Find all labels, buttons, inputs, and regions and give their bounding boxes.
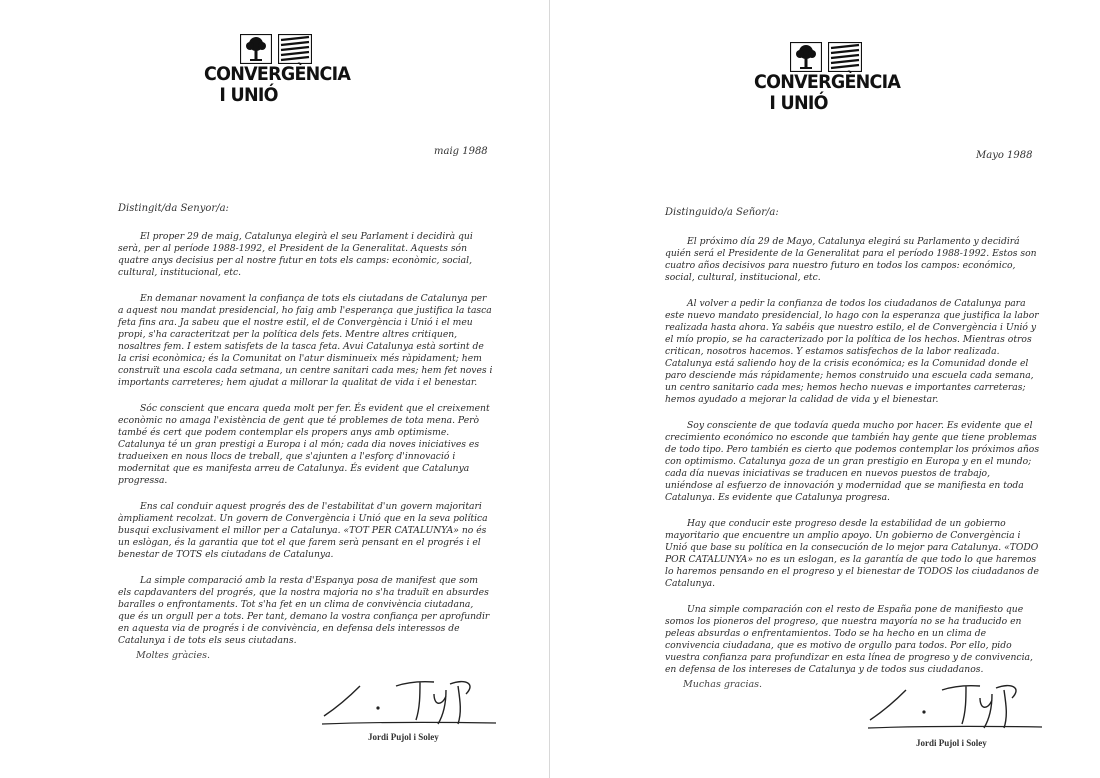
logo-emblem [240,34,363,64]
logo-emblem [790,42,913,72]
salutation: Distinguido/a Señor/a: [665,207,779,218]
paragraph: Hay que conducir este progreso desde la estabilidad de un gobierno mayoritario que encuentre un amplio apoyo. Un gobierno de Convergència i Unió que base su política en la consecución de lo mejor para Catalunya. «TODO POR CATALUNYA» no es un eslogan, es la garantía de que todo lo que haremos lo haremos pensando en el progreso y el bienestar de TODOS los ciudadanos de Catalunya. [665,518,1039,589]
flag-stripes-icon [828,42,862,72]
logo-line-1: CONVERGÈNCIA [754,71,901,93]
tree-emblem-icon [790,42,822,72]
letter-body [118,231,493,661]
paragraph: Ens cal conduir aquest progrés des de l'estabilitat d'un govern majoritari àmpliament recolzat. Un govern de Convergència i Unió que en la seva política busqui exclusivament el millor per a Catalunya. «TOT PER CATALUNYA» no és un eslògan, és la garantia que tot el que farem serà pensant en el progrés i el benestar de TOTS els ciutadans de Catalunya. [118,501,488,560]
salutation: Distingit/da Senyor/a: [118,203,229,214]
closing: Moltes gràcies. [136,650,210,661]
paragraph: El próximo día 29 de Mayo, Catalunya elegirá su Parlamento y decidirá quién será el Presidente de la Generalitat para el período 1988-1992. Estos son cuatro años decisivos para nuestro futuro en todos los campos: económico, social, cultural, institucional, etc. [665,236,1037,283]
logo-wordmark [754,72,900,114]
signer-name: Jordi Pujol i Soley [368,732,439,742]
paragraph: Sóc conscient que encara queda molt per fer. És evident que el creixement econòmic no amaga l'existència de gent que té problemes de tota mena. Però també és cert que podem contemplar els propers anys amb optimisme. Catalunya té un gran prestigi a Europa i al món; cada dia noves iniciatives es tradueixen en nous llocs de treball, que s'ajunten a l'esforç d'innovació i modernitat que es manifesta arreu de Catalunya. És evident que Catalunya progressa. [118,403,490,486]
tree-emblem-icon [240,34,272,64]
logo-line-1: CONVERGÈNCIA [204,63,351,85]
signer-name: Jordi Pujol i Soley [916,738,987,748]
paragraph: Una simple comparación con el resto de España pone de manifiesto que somos los pioneros del progreso, que nuestra mayoría no se ha traducido en peleas absurdas o enfrentamientos. Todo se ha hecho en un clima de convivencia ciudadana, que es motivo de orgullo para todos. Por ello, pido vuestra confianza para profundizar en esta línea de progreso y de convivencia, en defensa de los intereses de Catalunya y de todos sus ciudadanos. [665,604,1033,675]
flag-stripes-icon [278,34,312,64]
letter-date: Mayo 1988 [976,150,1033,161]
letter-spanish [550,0,1100,778]
paragraph: El proper 29 de maig, Catalunya elegirà el seu Parlament i decidirà qui serà, per al període 1988-1992, el President de la Generalitat. Aquests són quatre anys decisius per al nostre futur en tots els camps: econòmic, social, cultural, institucional, etc. [118,231,473,278]
paragraph: Al volver a pedir la confianza de todos los ciudadanos de Catalunya para este nuevo mandato presidencial, lo hago con la esperanza que justifica la labor realizada hasta ahora. Ya sabéis que nuestro estilo, el de Convergència i Unió y el mío propio, se ha caracterizado por la política de los hechos. Mientras otros critican, nosotros hacemos. Y estamos satisfechos de la labor realizada. Catalunya está saliendo hoy de la crisis económica; es la Comunidad donde el paro desciende más rápidamente; hemos construido una escuela cada semana, un centro sanitario cada mes; hemos hecho nuevas e importantes carreteras; hemos ayudado a mejorar la calidad de vida y el bienestar. [665,298,1039,405]
logo-line-2: I UNIÓ [219,84,278,106]
paragraph: Soy consciente de que todavía queda mucho por hacer. Es evidente que el crecimiento económico no esconde que también hay gente que tiene problemas de todo tipo. Pero también es cierto que podemos contemplar los próximos años con optimismo. Catalunya goza de un gran prestigio en Europa y en el mundo; cada día nuevas iniciativas se traducen en nuevos puestos de trabajo, uniéndose al esfuerzo de innovación y modernidad que se manifiesta en toda Catalunya. Es evidente que Catalunya progresa. [665,420,1040,503]
party-logo [204,34,363,106]
logo-line-2: I UNIÓ [769,92,828,114]
paragraph: La simple comparació amb la resta d'Espanya posa de manifest que som els capdavanters del progrés, que la nostra majoria no s'ha traduït en absurdes baralles o enfrontaments. Tot s'ha fet en un clima de convivència ciutadana, que és un orgull per a tots. Per tant, demano la vostra confiança per aprofundir en aquesta via de progrés i de convivència, en defensa dels interessos de Catalunya i de tots els seus ciutadans. [118,575,490,646]
letter-body [665,236,1040,690]
logo-wordmark [204,64,350,106]
letter-date: maig 1988 [434,146,488,157]
paragraph: En demanar novament la confiança de tots els ciutadans de Catalunya per a aquest nou mandat presidencial, ho faig amb l'esperança que justifica la tasca feta fins ara. Ja sabeu que el nostre estil, el de Convergència i Unió i el meu propi, s'ha caracteritzat per la política dels fets. Mentre altres critiquen, nosaltres fem. I estem satisfets de la tasca feta. Avui Catalunya està sortint de la crisi econòmica; és la Comunitat on l'atur disminueix més ràpidament; hem construït una escola cada setmana, un centre sanitari cada mes; hem fet noves i importants carreteres; hem ajudat a millorar la qualitat de vida i el benestar. [118,293,493,388]
signature-image [316,672,498,732]
closing: Muchas gracias. [683,679,763,690]
signature-image [862,676,1044,736]
party-logo [754,42,913,114]
